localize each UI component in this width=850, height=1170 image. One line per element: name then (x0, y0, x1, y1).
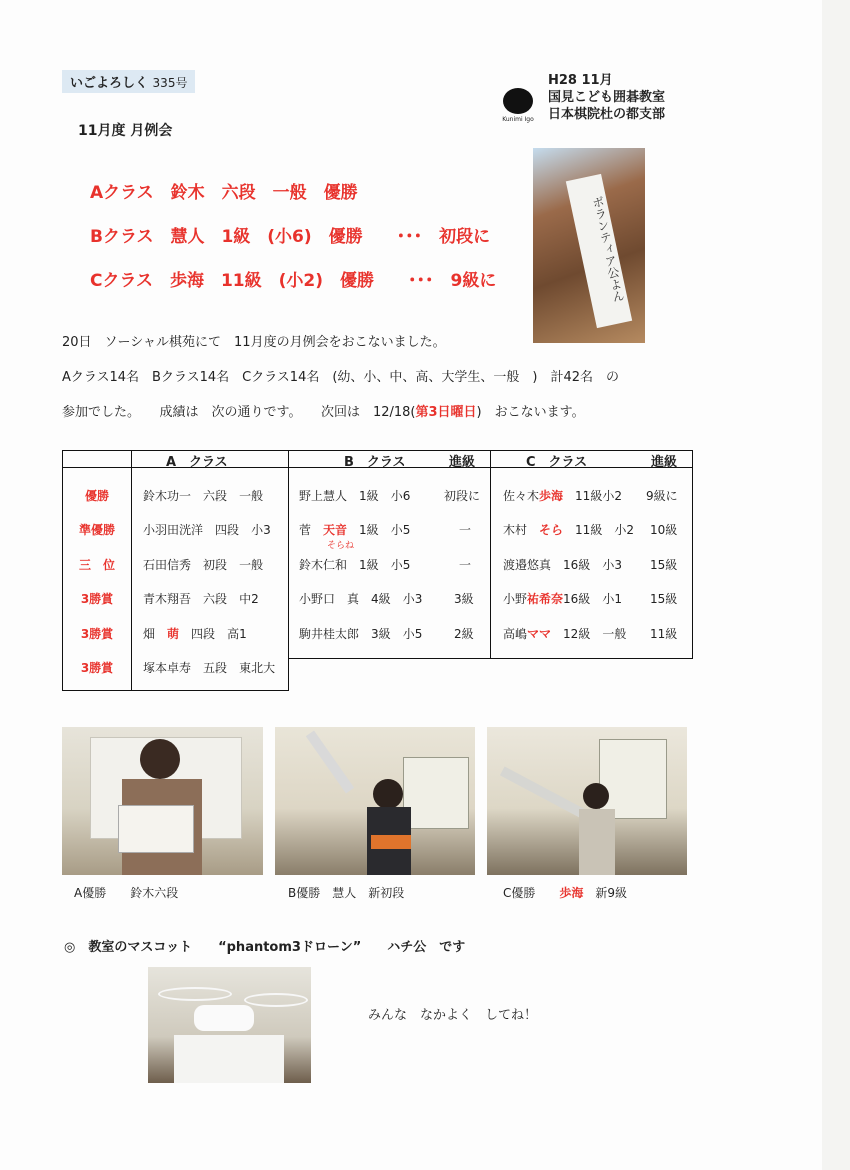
table-row: 塚本卓寿 五段 東北大 (143, 661, 276, 675)
header-b-class: B クラス (344, 455, 406, 470)
intro-line-3-pre: 参加でした。 成績は 次の通りです。 次回は 12/18( (62, 405, 416, 420)
table-a-bottom (62, 690, 289, 691)
table-row: 石田信秀 初段 一般 (143, 558, 264, 572)
table-row: 鈴木功一 六段 一般 (143, 489, 264, 503)
table-row: 菅 天音 1級 小5 (299, 523, 411, 537)
table-b-divider (490, 450, 491, 659)
advance-value: 一 (459, 523, 472, 537)
rank-label: 3勝賞 (80, 592, 114, 606)
advance-value: 2級 (454, 627, 474, 641)
issue-title: いごよろしく (70, 76, 149, 91)
intro-line-3 (62, 401, 585, 420)
winner-c: Cクラス 歩海 11級 (小2) 優勝 ･･･ 9級に (90, 271, 497, 291)
table-row: 畑 萌 四段 高1 (143, 627, 247, 641)
header-a-class: A クラス (166, 455, 228, 470)
header-c-advance: 進級 (651, 455, 678, 470)
go-stone-icon (503, 88, 533, 114)
drone-photo (148, 967, 311, 1083)
mascot-message: みんな なかよく してね！ (368, 1008, 538, 1023)
table-row: 小野祐希奈16級 小1 (503, 592, 622, 606)
rank-label: 3勝賞 (80, 661, 114, 675)
banner-photo (533, 148, 645, 343)
page-title: 11月度 月例会 (78, 123, 173, 139)
header-date: H28 11月 (548, 73, 613, 88)
advance-value: 初段に (444, 489, 481, 503)
intro-line-1: 20日 ソーシャル棋苑にて 11月度の月例会をおこないました。 (62, 335, 446, 350)
photo-b-caption: B優勝 慧人 新初段 (288, 886, 405, 900)
ruby-reading: そらね (327, 541, 355, 551)
winner-b: Bクラス 慧人 1級 (小6) 優勝 ･･･ 初段に (90, 227, 491, 247)
rank-label: 3勝賞 (80, 627, 114, 641)
intro-line-3-post: ) おこないます。 (476, 405, 585, 420)
table-row: 青木翔吾 六段 中2 (143, 592, 259, 606)
header-b-advance: 進級 (449, 455, 476, 470)
advance-value: 15級 (650, 558, 678, 572)
table-row: 木村 そら 11級 小2 (503, 523, 634, 537)
table-right-border (692, 450, 693, 659)
rank-label: 優勝 (84, 489, 109, 503)
table-row: 渡邉悠真 16級 小3 (503, 558, 622, 572)
banner-text: ボランティア公よん (566, 174, 632, 328)
photo-c-caption: C優勝 歩海 新9級 (503, 886, 628, 900)
header-school: 国見こども囲碁教室 (548, 90, 666, 105)
go-stone-logo (498, 86, 538, 126)
table-a-divider (288, 450, 289, 691)
header-c-class: C クラス (526, 455, 588, 470)
mascot-heading: ◎ 教室のマスコット “phantom3ドローン” ハチ公 です (64, 940, 466, 955)
photo-c-winner (487, 727, 687, 875)
rank-label: 準優勝 (78, 523, 115, 537)
advance-value: 15級 (650, 592, 678, 606)
table-row: 小野口 真 4級 小3 (299, 592, 423, 606)
intro-line-2: Aクラス14名 Bクラス14名 Cクラス14名 (幼、小、中、高、大学生、一般 ) 計42名 の (62, 370, 620, 385)
next-date-highlight: 第3日曜日 (415, 405, 477, 420)
table-row: 鈴木仁和 1級 小5 (299, 558, 411, 572)
header-info (548, 72, 665, 123)
header-branch: 日本棋院杜の都支部 (548, 107, 666, 122)
advance-value: 11級 (650, 627, 678, 641)
photo-a-caption: A優勝 鈴木六段 (74, 886, 179, 900)
advance-value: 9級に (646, 489, 678, 503)
rank-label: 三 位 (78, 558, 115, 572)
issue-label (62, 70, 195, 93)
advance-value: 一 (459, 558, 472, 572)
logo-text: Kunimi Igo (502, 116, 534, 123)
advance-value: 3級 (454, 592, 474, 606)
table-row: 駒井桂太郎 3級 小5 (299, 627, 423, 641)
winner-a: Aクラス 鈴木 六段 一般 優勝 (90, 183, 358, 203)
table-bc-bottom (288, 658, 693, 659)
table-row: 野上慧人 1級 小6 (299, 489, 411, 503)
advance-value: 10級 (650, 523, 678, 537)
photo-a-winner (62, 727, 263, 875)
table-row: 高嶋ママ 12級 一般 (503, 627, 627, 641)
table-row: 佐々木歩海 11級小2 (503, 489, 622, 503)
issue-number: 335号 (152, 76, 188, 90)
table-row: 小羽田洸洋 四段 小3 (143, 523, 271, 537)
photo-b-winner (275, 727, 475, 875)
